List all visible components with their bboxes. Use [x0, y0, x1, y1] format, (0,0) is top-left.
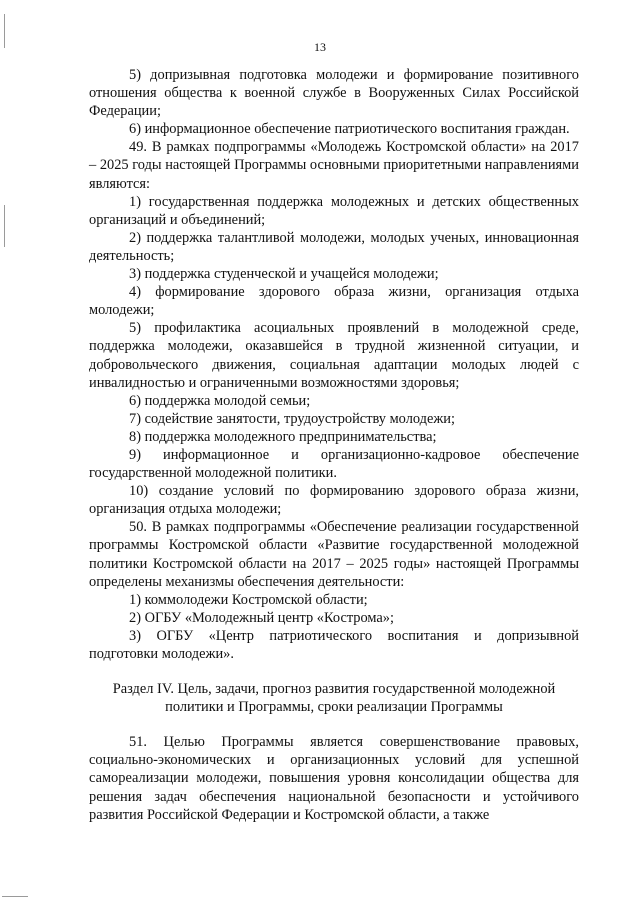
paragraph: 5) профилактика асоциальных проявлений в молодежной среде, поддержка молодежи, оказавшейся в трудной жизненной ситуации, и добровольческого движения, социальная адаптации молодых людей с инвалидностью и ограниченными возможностями здоровья; — [89, 320, 579, 391]
paragraph: 2) поддержка талантливой молодежи, молодых ученых, инновационная деятельность; — [89, 229, 579, 264]
paragraph: 9) информационное и организационно-кадровое обеспечение государственной молодежной политики. — [89, 446, 579, 482]
scan-margin-mark — [2, 896, 28, 897]
paragraph: 3) ОГБУ «Центр патриотического воспитания и допризывной подготовки молодежи». — [89, 627, 579, 662]
section-heading — [89, 680, 579, 716]
section-heading-line: Раздел IV. Цель, задачи, прогноз развития государственной молодежной — [112, 681, 556, 698]
paragraph: 1) коммолодежи Костромской области; — [129, 591, 368, 608]
paragraph: 10) создание условий по формированию здорового образа жизни, организация отдыха молодежи; — [89, 483, 579, 518]
document-body — [89, 66, 579, 824]
paragraph: 4) формирование здорового образа жизни, организация отдыха молодежи; — [89, 284, 579, 319]
paragraph: 1) государственная поддержка молодежных и детских общественных организаций и объединений; — [89, 193, 579, 228]
paragraph: 51. Целью Программы является совершенствование правовых, социально-экономических и организационных условий для успешной самореализации молодежи, повышения уровня консолидации общества для решения задач обеспечения национальной безопасности и устойчивого развития Российской Федерации и Костромской области, а также — [89, 734, 579, 823]
paragraph: 7) содействие занятости, трудоустройству молодежи; — [129, 410, 456, 427]
paragraph: 8) поддержка молодежного предпринимательства; — [129, 428, 437, 445]
section-heading-line: политики и Программы, сроки реализации Программы — [165, 699, 503, 716]
paragraph: 49. В рамках подпрограммы «Молодежь Костромской области» на 2017 – 2025 годы настоящей Программы основными приоритетными направлениями являются: — [89, 139, 579, 192]
paragraph: 3) поддержка студенческой и учащейся молодежи; — [129, 266, 439, 283]
scan-margin-mark — [4, 205, 5, 247]
page-number: 13 — [314, 40, 326, 54]
paragraph: 5) допризывная подготовка молодежи и формирование позитивного отношения общества к военной службе в Вооруженных Силах Российской Федерации; — [89, 67, 579, 120]
paragraph: 6) информационное обеспечение патриотического воспитания граждан. — [129, 121, 570, 138]
paragraph: 2) ОГБУ «Молодежный центр «Кострома»; — [129, 609, 394, 626]
paragraph: 50. В рамках подпрограммы «Обеспечение реализации государственной программы Костромской области «Развитие государственной молодежной политики Костромской области на 2017 – 2025 годы» настоящей Программы определены механизмы обеспечения деятельности: — [89, 519, 579, 590]
paragraph: 6) поддержка молодой семьи; — [129, 392, 311, 409]
